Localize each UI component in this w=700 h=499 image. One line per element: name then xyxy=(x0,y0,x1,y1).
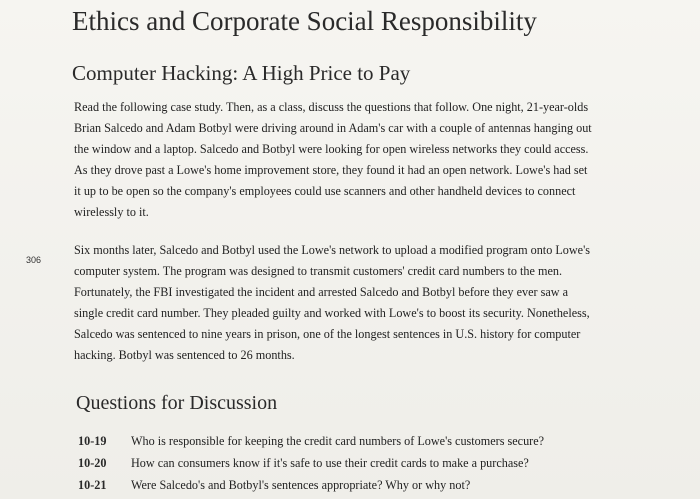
question-text: Were Salcedo's and Botbyl's sentences appropriate? Why or why not? xyxy=(131,477,471,492)
case-paragraph-2: Six months later, Salcedo and Botbyl used the Lowe's network to upload a modified program onto Lowe's computer system. The program was designed to transmit customers' credit card numbers to the men. Fortunately, the FBI investigated the incident and arrested Salcedo and Botbyl before they ever saw a single credit card number. They pleaded guilty and worked with Lowe's to boost its security. Nonetheless, Salcedo was sentenced to nine years in prison, one of the longest sentences in U.S. history for computer hacking. Botbyl was sentenced to 26 months. xyxy=(74,243,591,362)
case-study-title: Computer Hacking: A High Price to Pay xyxy=(72,61,411,85)
question-item xyxy=(78,430,638,452)
question-number: 10-19 xyxy=(78,433,107,448)
questions-list xyxy=(78,430,638,496)
chapter-title: Ethics and Corporate Social Responsibility xyxy=(72,6,537,36)
question-text: How can consumers know if it's safe to use their credit cards to make a purchase? xyxy=(131,455,529,470)
page-number: 306 xyxy=(26,255,42,265)
question-item xyxy=(78,474,638,496)
question-item xyxy=(78,452,638,474)
question-text: Who is responsible for keeping the credit card numbers of Lowe's customers secure? xyxy=(131,433,545,448)
case-paragraph-1: Read the following case study. Then, as a class, discuss the questions that follow. One night, 21-year-olds Brian Salcedo and Adam Botbyl were driving around in Adam's car with a couple of antennas hanging out the window and a laptop. Salcedo and Botbyl were looking for open wireless networks they could access. As they drove past a Lowe's home improvement store, they found it had an open network. Lowe's had set it up to be open so the company's employees could use scanners and other handheld devices to connect wirelessly to it. xyxy=(74,100,592,219)
question-number: 10-20 xyxy=(78,455,107,470)
question-number: 10-21 xyxy=(78,477,107,492)
questions-heading: Questions for Discussion xyxy=(76,392,278,414)
